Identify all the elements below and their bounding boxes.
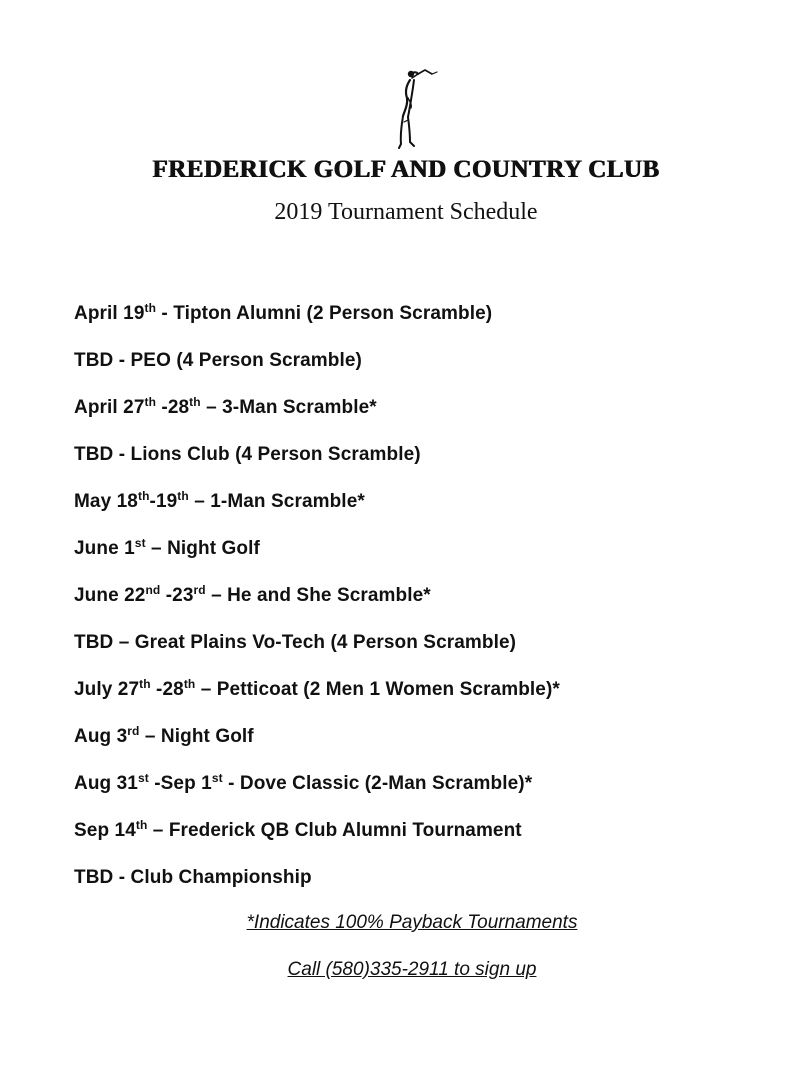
schedule-item-text: – Petticoat (2 Men 1 Women Scramble)* [195, 679, 560, 700]
ordinal-suffix: th [135, 818, 148, 832]
schedule-item-text: TBD - PEO (4 Person Scramble) [74, 350, 362, 371]
schedule-item [74, 677, 560, 724]
schedule-item [74, 865, 560, 912]
ordinal-suffix: th [189, 395, 201, 409]
ordinal-suffix: st [137, 771, 149, 785]
club-name-heading: FREDERICK GOLF AND COUNTRY CLUB [152, 156, 660, 183]
schedule-item [74, 301, 560, 348]
payback-note: *Indicates 100% Payback Tournaments [246, 912, 578, 933]
schedule-item-text: June 22 [74, 585, 146, 606]
schedule-item-text: Sep 14 [74, 820, 136, 841]
schedule-item-text: - Dove Classic (2-Man Scramble)* [222, 773, 533, 794]
schedule-item [74, 536, 560, 583]
schedule-item-text: June 1 [74, 538, 135, 559]
ordinal-suffix: st [211, 771, 223, 785]
schedule-item-text: – Night Golf [145, 538, 260, 559]
ordinal-suffix: th [183, 677, 196, 691]
schedule-item-text: Aug 31 [74, 773, 138, 794]
schedule-item [74, 630, 560, 677]
schedule-item-text: -19 [149, 491, 178, 512]
schedule-item-text: – 3-Man Scramble* [200, 397, 377, 418]
schedule-item-text: -Sep 1 [148, 773, 212, 794]
schedule-item-text: - Tipton Alumni (2 Person Scramble) [156, 303, 493, 324]
schedule-item [74, 724, 560, 771]
ordinal-suffix: th [144, 395, 157, 409]
schedule-item-text: – Night Golf [139, 726, 254, 747]
tournament-schedule-list [74, 301, 560, 912]
schedule-item-text: May 18 [74, 491, 138, 512]
ordinal-suffix: st [134, 536, 146, 550]
schedule-item-text: July 27 [74, 679, 140, 700]
schedule-item [74, 348, 560, 395]
schedule-subtitle: 2019 Tournament Schedule [274, 199, 538, 225]
schedule-item [74, 442, 560, 489]
golfer-silhouette-icon [388, 62, 440, 154]
ordinal-suffix: th [177, 489, 189, 503]
schedule-item-text: April 19 [74, 303, 145, 324]
schedule-item [74, 583, 560, 630]
schedule-item-text: TBD - Lions Club (4 Person Scramble) [74, 444, 421, 465]
schedule-item-text: April 27 [74, 397, 145, 418]
schedule-item-text: TBD - Club Championship [74, 867, 312, 888]
schedule-item [74, 489, 560, 536]
ordinal-suffix: nd [145, 583, 161, 597]
schedule-item-text: – Frederick QB Club Alumni Tournament [147, 820, 522, 841]
schedule-item-text: TBD – Great Plains Vo-Tech (4 Person Scramble) [74, 632, 517, 653]
schedule-item-text: -23 [160, 585, 194, 606]
schedule-item [74, 771, 560, 818]
ordinal-suffix: rd [127, 724, 140, 738]
schedule-item-text: – 1-Man Scramble* [188, 491, 365, 512]
ordinal-suffix: th [144, 301, 157, 315]
ordinal-suffix: th [139, 677, 151, 691]
schedule-item-text: – He and She Scramble* [205, 585, 431, 606]
schedule-item [74, 818, 560, 865]
ordinal-suffix: th [137, 489, 150, 503]
schedule-item-text: -28 [150, 679, 184, 700]
ordinal-suffix: rd [193, 583, 206, 597]
schedule-item-text: -28 [156, 397, 190, 418]
schedule-item-text: Aug 3 [74, 726, 128, 747]
signup-note: Call (580)335-2911 to sign up [287, 959, 537, 980]
schedule-item [74, 395, 560, 442]
